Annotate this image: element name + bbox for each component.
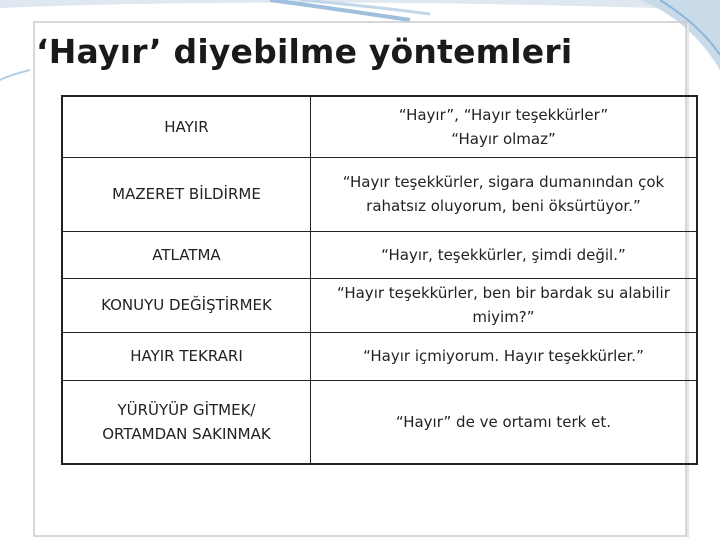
example-cell: [310, 278, 697, 332]
example-cell: [310, 157, 697, 231]
method-cell: [62, 157, 310, 231]
table-row: [62, 278, 697, 332]
method-label: MAZERET BİLDİRME: [112, 185, 261, 203]
example-text: “Hayır olmaz”: [451, 129, 556, 148]
example-cell: [310, 231, 697, 278]
method-label: ATLATMA: [152, 245, 221, 264]
method-label: KONUYU DEĞİŞTİRMEK: [101, 296, 272, 314]
method-label: ORTAMDAN SAKINMAK: [102, 424, 271, 443]
right-swoosh: [640, 0, 720, 70]
example-cell: [310, 96, 697, 157]
method-cell: [62, 231, 310, 278]
refusal-methods-table: [61, 95, 698, 465]
method-cell: [62, 380, 310, 464]
method-cell: [62, 332, 310, 380]
table-row: [62, 231, 697, 278]
table-row: [62, 157, 697, 231]
example-text: “Hayır teşekkürler, sigara dumanından çok: [342, 173, 665, 191]
table-row: [62, 332, 697, 380]
example-text: “Hayır içmiyorum. Hayır teşekkürler.”: [363, 347, 644, 365]
method-cell: [62, 278, 310, 332]
table-row: [62, 96, 697, 157]
example-cell: [310, 332, 697, 380]
slide-title: ‘Hayır’ diyebilme yöntemleri: [36, 32, 573, 71]
example-text: miyim?”: [472, 308, 535, 326]
example-text: “Hayır, teşekkürler, şimdi değil.”: [381, 245, 626, 264]
method-label: HAYIR TEKRARI: [130, 347, 243, 365]
method-cell: [62, 96, 310, 157]
table-row: [62, 380, 697, 464]
method-label: HAYIR: [164, 117, 209, 136]
example-cell: [310, 380, 697, 464]
left-swoosh: [0, 70, 30, 80]
example-text: “Hayır”, “Hayır teşekkürler”: [398, 105, 609, 124]
example-text: rahatsız oluyorum, beni öksürtüyor.”: [366, 197, 641, 215]
example-text: “Hayır teşekkürler, ben bir bardak su alabilir: [337, 284, 670, 302]
method-label: YÜRÜYÜP GİTMEK/: [117, 400, 256, 419]
example-text: “Hayır” de ve ortamı terk et.: [395, 412, 612, 431]
